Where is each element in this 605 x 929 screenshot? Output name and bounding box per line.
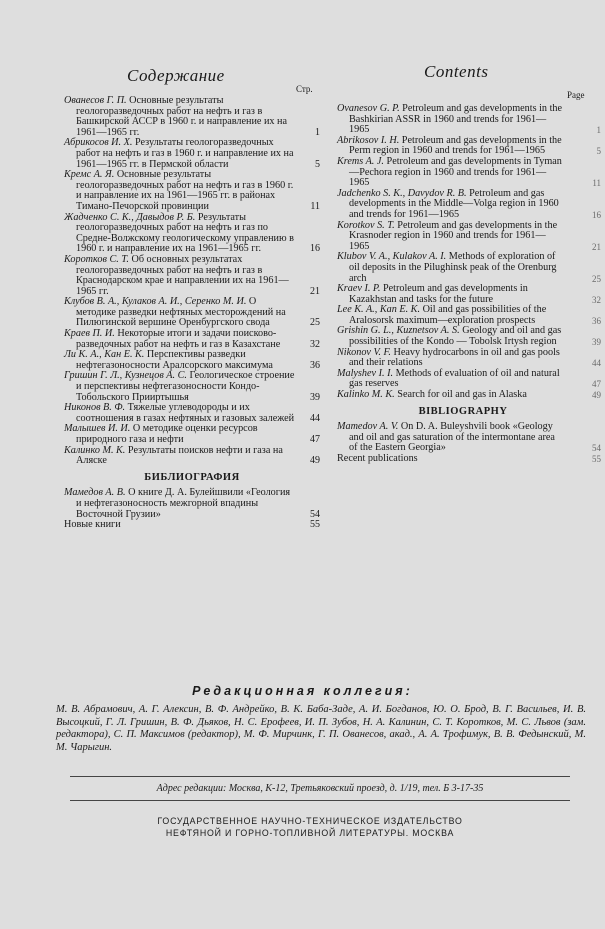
toc-entry [64, 350, 320, 371]
toc-author: Ли К. А., Кан Е. К. [64, 349, 145, 361]
toc-entry [337, 103, 601, 136]
toc-author: Жадченко С. К., Давыдов Р. Б. [64, 211, 196, 223]
toc-entry [337, 251, 601, 284]
publisher-line-2: НЕФТЯНОЙ И ГОРНО-ТОПЛИВНОЙ ЛИТЕРАТУРЫ. МОСКВА [165, 828, 455, 838]
bibliography-heading: BIBLIOGRAPHY [418, 405, 508, 417]
toc-title: Основные результаты геологоразведочных работ на нефть и газ в 1960 г. и направление их на 1961—1965 гг. в районах Тимано-Печорской провинции [76, 169, 294, 212]
toc-page-number: 47 [592, 379, 601, 390]
toc-title: On D. A. Buleyshvili book «Geology and oil and gas saturation of the intermontane area of the Eastern Georgia» [349, 421, 555, 454]
toc-page-number: 16 [310, 243, 320, 255]
toc-title: Heavy hydrocarbons in oil and gas pools and their relations [349, 346, 560, 369]
toc-title: Petroleum and gas developments in Tyman—Pechora region in 1960 and trends for 1961—1965 [349, 155, 562, 189]
toc-page-number: 1 [596, 125, 601, 136]
toc-author: Коротков С. Т. [64, 253, 129, 265]
toc-title: Methods of evaluation of oil and natural gas reserves [349, 367, 560, 390]
toc-entry [337, 187, 601, 221]
editorial-address: Адрес редакции: Москва, К-12, Третьяковский проезд, д. 1/19, тел. Б 3-17-35 [156, 783, 484, 794]
toc-title: Recent publications [337, 453, 418, 464]
toc-entry [64, 255, 320, 297]
contents-list-en [337, 103, 601, 465]
toc-entry [64, 403, 320, 424]
toc-page-number: 21 [592, 241, 601, 252]
toc-page-number: 5 [315, 158, 320, 170]
toc-entry [337, 367, 601, 390]
toc-title: Petroleum and gas developments in the Bashkirian ASSR in 1960 and trends for 1961—1965 [349, 103, 563, 136]
toc-entry [337, 283, 601, 305]
toc-page-number: 36 [592, 315, 601, 326]
toc-author: Гришин Г. Л., Кузнецов А. С. [64, 370, 187, 382]
toc-title: Petroleum and gas developments in Kazakhstan and tasks for the future [349, 283, 528, 305]
toc-author: Krems A. J. [337, 155, 384, 167]
toc-page-number: 49 [310, 455, 320, 467]
toc-page-number: 39 [592, 337, 601, 348]
toc-author: Nikonov V. F. [337, 346, 391, 358]
toc-entry [64, 170, 320, 212]
toc-title: Petroleum and gas developments in the Perm region in 1960 and trends for 1961—1965 [349, 134, 562, 157]
toc-author: Lee K. A., Kan E. K. [337, 304, 421, 316]
toc-page-number: 32 [310, 338, 320, 350]
toc-title: О книге Д. А. Булейшвили «Геология и нефтегазоносность межгорной впадины Восточной Грузии» [76, 487, 291, 520]
toc-page-number: 44 [592, 358, 601, 369]
editorial-board-members: М. В. Абрамович, А. Г. Алексин, В. Ф. Андрейко, В. К. Баба-Заде, А. И. Богданов, Ю. О. Брод, В. Г. Васильев, И. В. Высоцкий, Г. Л. Гришин, В. Ф. Дьяков, Н. С. Ерофеев, И. П. Зубов, Н. А. Калинин, С. Т. Коротков, М. С. Львов (зам. редактора), С. П. Максимов (редактор), М. Ф. Мирчинк, Г. П. Ованесов, акад., А. А. Трофимук, В. В. Федынский, М. М. Чарыгин. [56, 704, 586, 753]
toc-entry [64, 371, 320, 403]
toc-author: Ovanesov G. P. [337, 103, 400, 114]
toc-author: Никонов В. Ф. [64, 402, 126, 414]
toc-title: Petroleum and gas developments in the Krasnoder region in 1960 and trends for 1961—1965 [349, 219, 558, 252]
toc-title: Перспективы разведки нефтегазоносности Аралсорского максимума [76, 349, 273, 371]
toc-page-number: 11 [310, 200, 320, 212]
toc-title: Геологическое строение и перспективы нефтегазоносности Кондо-Тобольского Прииртышья [76, 370, 295, 403]
toc-author: Кремс А. Я. [64, 169, 115, 181]
toc-title: Petroleum and gas developments in the Middle—Volga region in 1960 and trends for 1961—1965 [349, 187, 559, 220]
toc-entry [337, 389, 601, 401]
toc-page-number: 49 [592, 390, 601, 401]
toc-author: Korotkov S. T. [337, 219, 395, 231]
toc-entry [64, 520, 320, 531]
page-column-label-ru: Стр. [296, 84, 313, 94]
toc-page-number: 32 [592, 294, 601, 305]
toc-author: Ованесов Г. П. [64, 95, 127, 106]
toc-page-number: 47 [310, 434, 320, 445]
toc-title: Oil and gas possibilities of the Aralosorsk maximum—exploration prospects [349, 304, 547, 326]
toc-title: Methods of exploration of oil deposits in the Pilughinsk peak of the Orenburg arch [349, 251, 557, 284]
toc-author: Mamedov A. V. [337, 421, 399, 433]
toc-page-number: 36 [310, 359, 320, 371]
toc-title: Geology and oil and gas possibilities of the Kondo — Tobolsk Irtysh region [349, 325, 562, 348]
publisher-imprint [60, 815, 560, 839]
toc-page-number: 5 [596, 146, 601, 157]
toc-page-number: 54 [310, 508, 320, 520]
toc-title: Результаты геологоразведочных работ на нефть и газ по Средне-Волжскому геологическому управлению в 1960 г. и направление их на 1961—1965 гг. [76, 211, 294, 255]
toc-page-number: 54 [592, 443, 601, 454]
toc-entry [337, 219, 601, 253]
toc-title: Основные результаты геологоразведочных работ на нефть и газ в Башкирской АССР в 1960 г. и направление их на 1961—1965 гг. [76, 95, 288, 138]
toc-entry [64, 96, 320, 138]
publisher-line-1: ГОСУДАРСТВЕННОЕ НАУЧНО-ТЕХНИЧЕСКОЕ ИЗДАТЕЛЬСТВО [157, 816, 463, 826]
toc-title: Новые книги [64, 519, 121, 531]
toc-title: Об основных результатах геологоразведочных работ на нефть и газ в Краснодарском крае и направлении их на 1961—1965 гг. [76, 253, 289, 297]
toc-title: Search for oil and gas in Alaska [397, 389, 527, 401]
toc-page-number: 21 [310, 285, 320, 297]
toc-author: Malyshev I. I. [337, 367, 394, 379]
divider-bottom [70, 800, 570, 801]
toc-author: Klubov V. A., Kulakov A. I. [337, 251, 447, 263]
toc-entry [64, 424, 320, 445]
toc-entry [337, 304, 601, 326]
toc-entry [337, 325, 601, 348]
toc-title: Тяжелые углеводороды и их соотношения в газах нефтяных и газовых залежей [76, 402, 295, 424]
toc-entry [337, 421, 601, 454]
toc-page-number: 25 [592, 273, 601, 284]
contents-list-ru [64, 96, 320, 531]
toc-entry [64, 213, 320, 255]
toc-entry [64, 297, 320, 329]
toc-author: Kraev I. P. [337, 283, 381, 295]
toc-page-number: 55 [592, 454, 601, 464]
page-column-label-en: Page [567, 90, 585, 100]
toc-entry [64, 446, 320, 467]
toc-page-number: 11 [592, 178, 601, 189]
toc-title: О методике разведки нефтяных месторождений на Пилюгинской вершине Оренбургского свода [76, 296, 286, 329]
toc-author: Kalinko M. K. [337, 389, 395, 401]
toc-page-number: 1 [315, 126, 320, 138]
toc-author: Клубов В. А., Кулаков А. И., Серенко М. И. [64, 296, 247, 308]
toc-page-number: 39 [310, 391, 320, 403]
toc-author: Grishin G. L., Kuznetsov A. S. [337, 325, 460, 337]
toc-title: Результаты поисков нефти и газа на Аляске [76, 444, 283, 467]
toc-author: Jadchenko S. K., Davydov R. B. [337, 187, 467, 199]
toc-entry [337, 155, 601, 189]
toc-entry [337, 453, 601, 465]
toc-entry [337, 134, 601, 157]
toc-author: Калинко М. К. [64, 444, 126, 456]
bibliography-heading: БИБЛИОГРАФИЯ [144, 471, 240, 483]
toc-entry [337, 346, 601, 369]
toc-page-number: 25 [310, 317, 320, 329]
divider-top [70, 776, 570, 777]
toc-author: Краев П. И. [64, 328, 115, 340]
toc-entry [64, 488, 320, 520]
editorial-board-title: Редакционная коллегия: [192, 684, 413, 698]
contents-title-en: Contents [424, 62, 489, 81]
toc-author: Abrikosov I. H. [337, 134, 400, 146]
toc-author: Абрикосов И. Х. [64, 137, 133, 149]
toc-title: Некоторые итоги и задачи поисково-разведочных работ на нефть и газ в Казахстане [76, 328, 281, 350]
toc-page-number: 55 [310, 519, 320, 531]
toc-title: Результаты геологоразведочных работ на нефть и газ в 1960 г. и направление их на 1961—1965 гг. в Пермской области [76, 137, 294, 170]
toc-author: Мамедов А. В. [64, 487, 126, 499]
toc-page-number: 44 [310, 412, 320, 424]
toc-page-number: 16 [592, 209, 601, 220]
toc-title: О методике оценки ресурсов природного газа и нефти [76, 423, 258, 445]
toc-entry [64, 138, 320, 170]
contents-title-ru: Содержание [127, 66, 225, 85]
toc-author: Малышев И. И. [64, 423, 131, 435]
toc-entry [64, 329, 320, 350]
